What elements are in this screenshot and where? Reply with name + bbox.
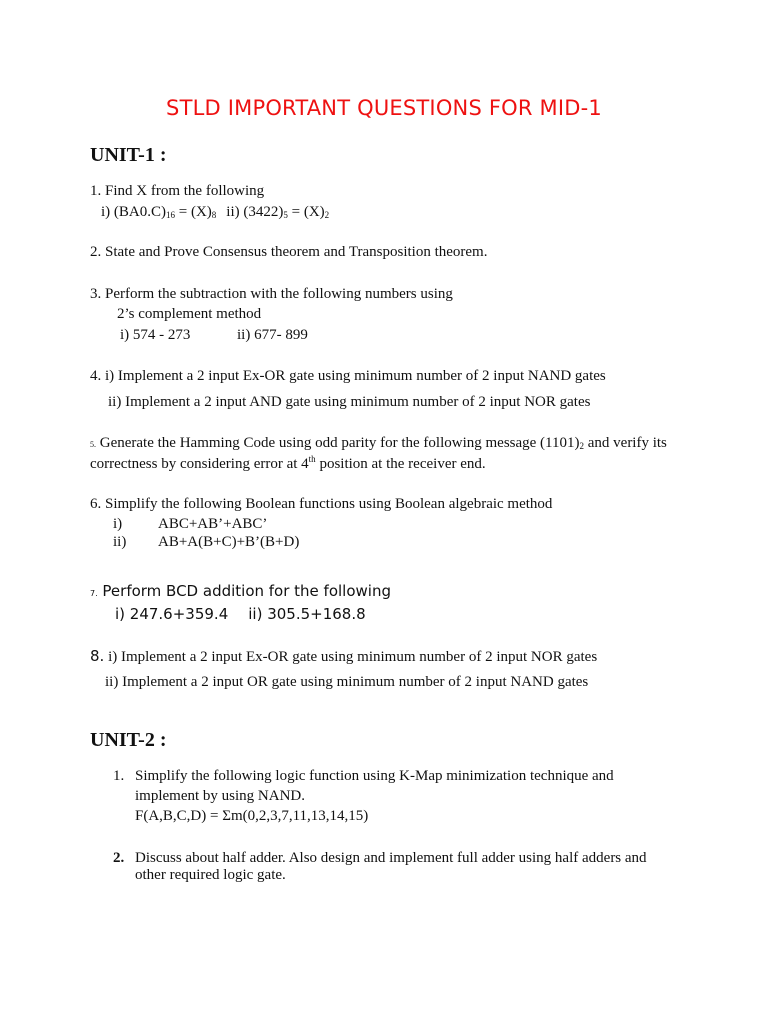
- u1-q3-line2: 2’s complement method: [117, 306, 262, 322]
- u1-q5-line1b: and verify its: [584, 435, 667, 451]
- u2-q2-line2: other required logic gate.: [135, 867, 286, 883]
- u1-q7-i: i) 247.6+359.4: [115, 605, 229, 623]
- u2-q2-num: 2.: [113, 850, 125, 866]
- u1-q8-line2: ii) Implement a 2 input OR gate using minimum number of 2 input NAND gates: [105, 674, 589, 690]
- u1-q8-line1: [90, 647, 597, 666]
- u1-q5-line2b: position at the receiver end.: [315, 456, 486, 472]
- u1-q5-line1a: Generate the Hamming Code using odd parity for the following message (1101): [96, 435, 580, 451]
- unit1-heading: UNIT-1 :: [90, 144, 167, 166]
- u1-q7-text: Perform BCD addition for the following: [97, 582, 391, 600]
- u1-q8-num: 8.: [90, 647, 105, 665]
- u1-q6-i-label: i): [113, 516, 123, 532]
- u1-q1-i-base1: 16: [166, 210, 175, 220]
- u1-q1-ii-label: ii) (3422): [226, 204, 284, 220]
- u1-q2: 2. State and Prove Consensus theorem and Transposition theorem.: [90, 244, 488, 260]
- u2-q1-line1: Simplify the following logic function using K-Map minimization technique and: [135, 768, 614, 784]
- u1-q7-ii: ii) 305.5+168.8: [248, 605, 366, 623]
- u1-q7-num: 7.: [90, 589, 98, 598]
- u2-q1-line3: F(A,B,C,D) = Σm(0,2,3,7,11,13,14,15): [135, 808, 369, 824]
- u1-q1-text: 1. Find X from the following: [90, 183, 265, 199]
- u1-q5-line2sup: th: [308, 454, 316, 464]
- u1-q8-text: i) Implement a 2 input Ex-OR gate using minimum number of 2 input NOR gates: [104, 649, 598, 665]
- page-title: STLD IMPORTANT QUESTIONS FOR MID-1: [166, 96, 602, 120]
- u2-q1-num: 1.: [113, 768, 125, 784]
- unit2-heading: UNIT-2 :: [90, 729, 167, 751]
- u1-q7-parts: [115, 605, 366, 623]
- u1-q3-ii: ii) 677- 899: [237, 327, 308, 343]
- u2-q1-line2: implement by using NAND.: [135, 788, 305, 804]
- u1-q3-line1: 3. Perform the subtraction with the following numbers using: [90, 286, 453, 302]
- u1-q1-parts: [101, 204, 329, 221]
- u1-q6-ii-label: ii): [113, 534, 127, 550]
- u1-q5-line1sub: 2: [579, 441, 584, 451]
- u1-q6-line1: 6. Simplify the following Boolean functions using Boolean algebraic method: [90, 496, 553, 512]
- u1-q4-line2: ii) Implement a 2 input AND gate using minimum number of 2 input NOR gates: [108, 394, 591, 410]
- u1-q1-i-base2: 8: [211, 210, 217, 220]
- u1-q1-ii-base2: 2: [324, 210, 330, 220]
- u1-q6-i-expr: ABC+AB’+ABC’: [158, 516, 268, 532]
- u1-q4-line1: 4. i) Implement a 2 input Ex-OR gate using minimum number of 2 input NAND gates: [90, 368, 606, 384]
- u1-q7-line1: [90, 582, 391, 600]
- u1-q5-line2: [90, 456, 486, 473]
- u1-q5-line2a: correctness by considering error at 4: [90, 456, 309, 472]
- u1-q5-num: 5.: [90, 440, 96, 449]
- u1-q1-ii-eq: = (X): [287, 204, 325, 220]
- u1-q6-ii-expr: AB+A(B+C)+B’(B+D): [158, 534, 300, 550]
- u2-q2-line1: Discuss about half adder. Also design and implement full adder using half adders and: [135, 850, 647, 866]
- u1-q1-ii-base1: 5: [283, 210, 288, 220]
- u1-q3-i: i) 574 - 273: [120, 327, 191, 343]
- u1-q1-i-label: i) (BA0.C): [101, 204, 166, 220]
- u1-q5-line1: [90, 435, 667, 452]
- u1-q1-i-eq: = (X): [175, 204, 212, 220]
